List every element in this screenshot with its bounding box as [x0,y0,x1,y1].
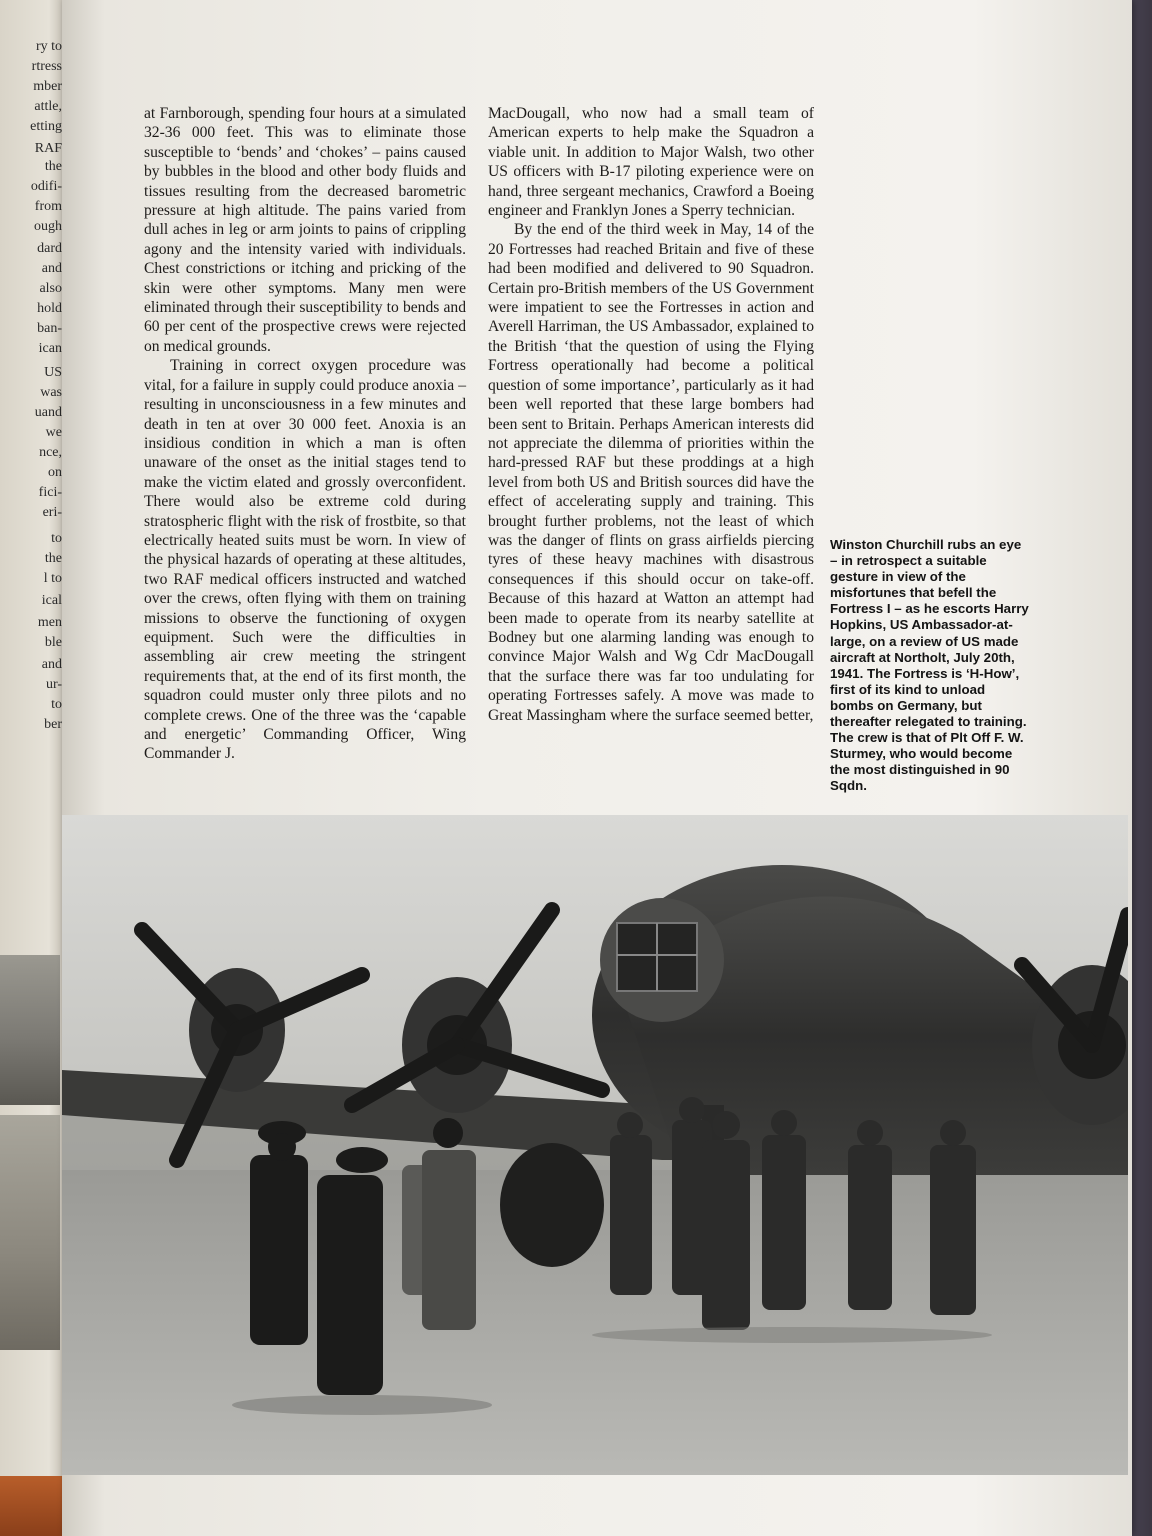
facing-page-fragment: the [44,551,62,566]
facing-page-fragment: ber [44,717,62,732]
facing-page-fragment: from [34,199,62,214]
facing-page-fragment: the [44,159,62,174]
text-column-1 [144,104,466,764]
facing-page-fragment: etting [30,119,62,134]
facing-page-fragment: fici- [38,485,62,500]
facing-page-fragment: attle, [34,99,62,114]
facing-page-fragment: ry to [35,39,62,54]
facing-page-fragment: US [44,365,62,380]
facing-page-fragment: ban- [37,321,62,336]
facing-page-photo-top [0,955,60,1105]
facing-page-fragment: ican [38,341,62,356]
photo-illustration [62,815,1128,1475]
facing-page-edge [0,0,70,1536]
text-column-2 [488,104,814,725]
facing-page-fragment: to [51,531,62,546]
facing-page-fragment: men [37,615,62,630]
facing-page-photo-bottom [0,1115,60,1350]
facing-page-fragment: dard [37,241,62,256]
paragraph: MacDougall, who now had a small team of American experts to help make the Squadron a viable unit. In addition to Major Walsh, two other US officers with B-17 piloting experience were on hand, three sergeant mechanics, Crawford a Boeing engineer and Franklyn Jones a Sperry technician. [488,105,814,220]
photo-caption: Winston Churchill rubs an eye – in retrospect a suitable gesture in view of the misfortunes that befell the Fortress I – as he escorts Harry Hopkins, US Ambassador-at-large, on a review of US made aircraft at Northolt, July 20th, 1941. The Fortress is ‘H-How’, first of its kind to unload bombs on Germany, but thereafter relegated to training. The crew is that of Plt Off F. W. Sturmey, who would become the most distinguished in 90 Sqdn. [830,537,1029,794]
facing-page-fragment: and [41,657,62,672]
facing-page-fragment: rtress [31,59,62,74]
facing-page-fragment: was [40,385,62,400]
paragraph: at Farnborough, spending four hours at a simulated 32-36 000 feet. This was to eliminate those susceptible to ‘bends’ and ‘chokes’ – pains caused by bubbles in the blood and other body fluids and tissues resulting from the decreased barometric pressure at high altitude. The pains varied from dull aches in leg or arm joints to pains of crippling agony and the intensity varied with individuals. Chest constrictions or itching and pricking of the skin were other symptoms. Many men were eliminated through their susceptibility to bends and 60 per cent of the prospective crews were rejected on medical grounds. [144,105,466,355]
facing-page-fragment: eri- [42,505,62,520]
facing-page-fragment: we [45,425,62,440]
facing-page-fragment: uand [34,405,62,420]
paragraph: Training in correct oxygen procedure was vital, for a failure in supply could produce anoxia – resulting in unconsciousness in a few minutes and death in ten at over 30 000 feet. Anoxia is an insidious condition in which a man is often unaware of the onset as the initial stages tend to make the victim elated and grossly overconfident. There would also be extreme cold during stratospheric flight with the risk of frostbite, so that electrically heated suits must be worn. In view of the physical hazards of operating at these altitudes, two RAF medical officers instructed and watched over the crews, often flying with them on training missions to observe the functioning of oxygen equipment. Such were the difficulties in assembling air crew meeting the stringent requirements that, at the end of its first month, the squadron could muster only three pilots and no complete crews. One of the three was the ‘capable and energetic’ Commanding Officer, Wing Commander J. [144,357,466,763]
paragraph: By the end of the third week in May, 14 of the 20 Fortresses had reached Britain and five of these had been modified and delivered to 90 Squadron. Certain pro-British members of the US Government were impatient to see the Fortresses in action and Averell Harriman, the US Ambassador, explained to the British ‘that the question of using the Flying Fortress operationally had become a political question of some importance’, particularly as it had been well reported that these large bombers had been sent to Britain. Perhaps American interests did not appreciate the dilemma of priorities within the hard-pressed RAF but these proddings at a high level from both US and British sources did have the effect of accelerating supply and training. This brought further problems, not the least of which was the danger of flints on grass airfields piercing tyres of these heavy machines with disastrous consequences if this should occur on take-off. Because of this hazard at Watton an attempt had been made to operate from its nearby satellite at Bodney but one alarming landing was enough to convince Major Walsh and Wg Cdr MacDougall that the surface there was far too undulating for operating Fortresses safely. A move was made to Great Massingham where the surface seemed better, [488,221,814,724]
photo-churchill-fortress [62,815,1128,1475]
facing-page-fragment: l to [43,571,62,586]
facing-page-fragment: mber [33,79,62,94]
facing-page-fragment: ur- [45,677,62,692]
facing-page-fragment: odifi- [30,179,62,194]
book-edge-red [0,1476,70,1536]
book-page [62,0,1132,1536]
facing-page-fragment: also [39,281,62,296]
facing-page-fragment: and [41,261,62,276]
facing-page-fragment: ical [41,593,62,608]
facing-page-fragment: ble [44,635,62,650]
facing-page-fragment: nce, [39,445,62,460]
facing-page-fragment: hold [37,301,62,316]
facing-page-fragment: to [51,697,62,712]
facing-page-fragment: ough [34,219,62,234]
facing-page-fragment: RAF [34,141,62,156]
facing-page-fragment: on [48,465,62,480]
